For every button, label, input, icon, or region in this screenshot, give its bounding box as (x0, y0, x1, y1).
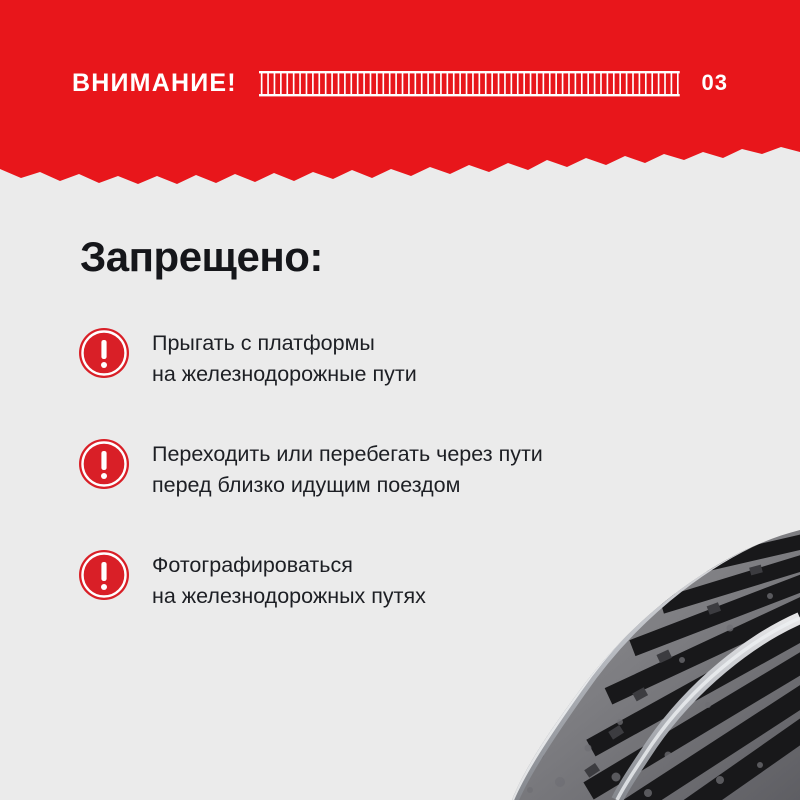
rule-text (152, 547, 426, 612)
page-number: 03 (701, 70, 728, 95)
rule-text (152, 325, 417, 390)
rule-line-1: Фотографироваться (152, 553, 353, 577)
list-item (78, 436, 718, 501)
attention-label: ВНИМАНИЕ! (72, 68, 237, 97)
warning-exclamation-icon (78, 438, 130, 490)
list-item (78, 325, 718, 390)
warning-exclamation-icon (78, 327, 130, 379)
header-inner (0, 0, 800, 150)
rule-line-2: на железнодорожных путях (152, 584, 426, 608)
warning-exclamation-icon (78, 549, 130, 601)
rule-line-1: Переходить или перебегать через пути (152, 442, 543, 466)
page-title: Запрещено: (80, 233, 323, 280)
header-band (0, 0, 800, 185)
rule-line-2: перед близко идущим поездом (152, 473, 461, 497)
rule-line-1: Прыгать с платформы (152, 331, 375, 355)
rule-text (152, 436, 543, 501)
railroad-track-icon (259, 67, 680, 101)
railway-tracks-photo (420, 500, 800, 800)
rule-line-2: на железнодорожные пути (152, 362, 417, 386)
